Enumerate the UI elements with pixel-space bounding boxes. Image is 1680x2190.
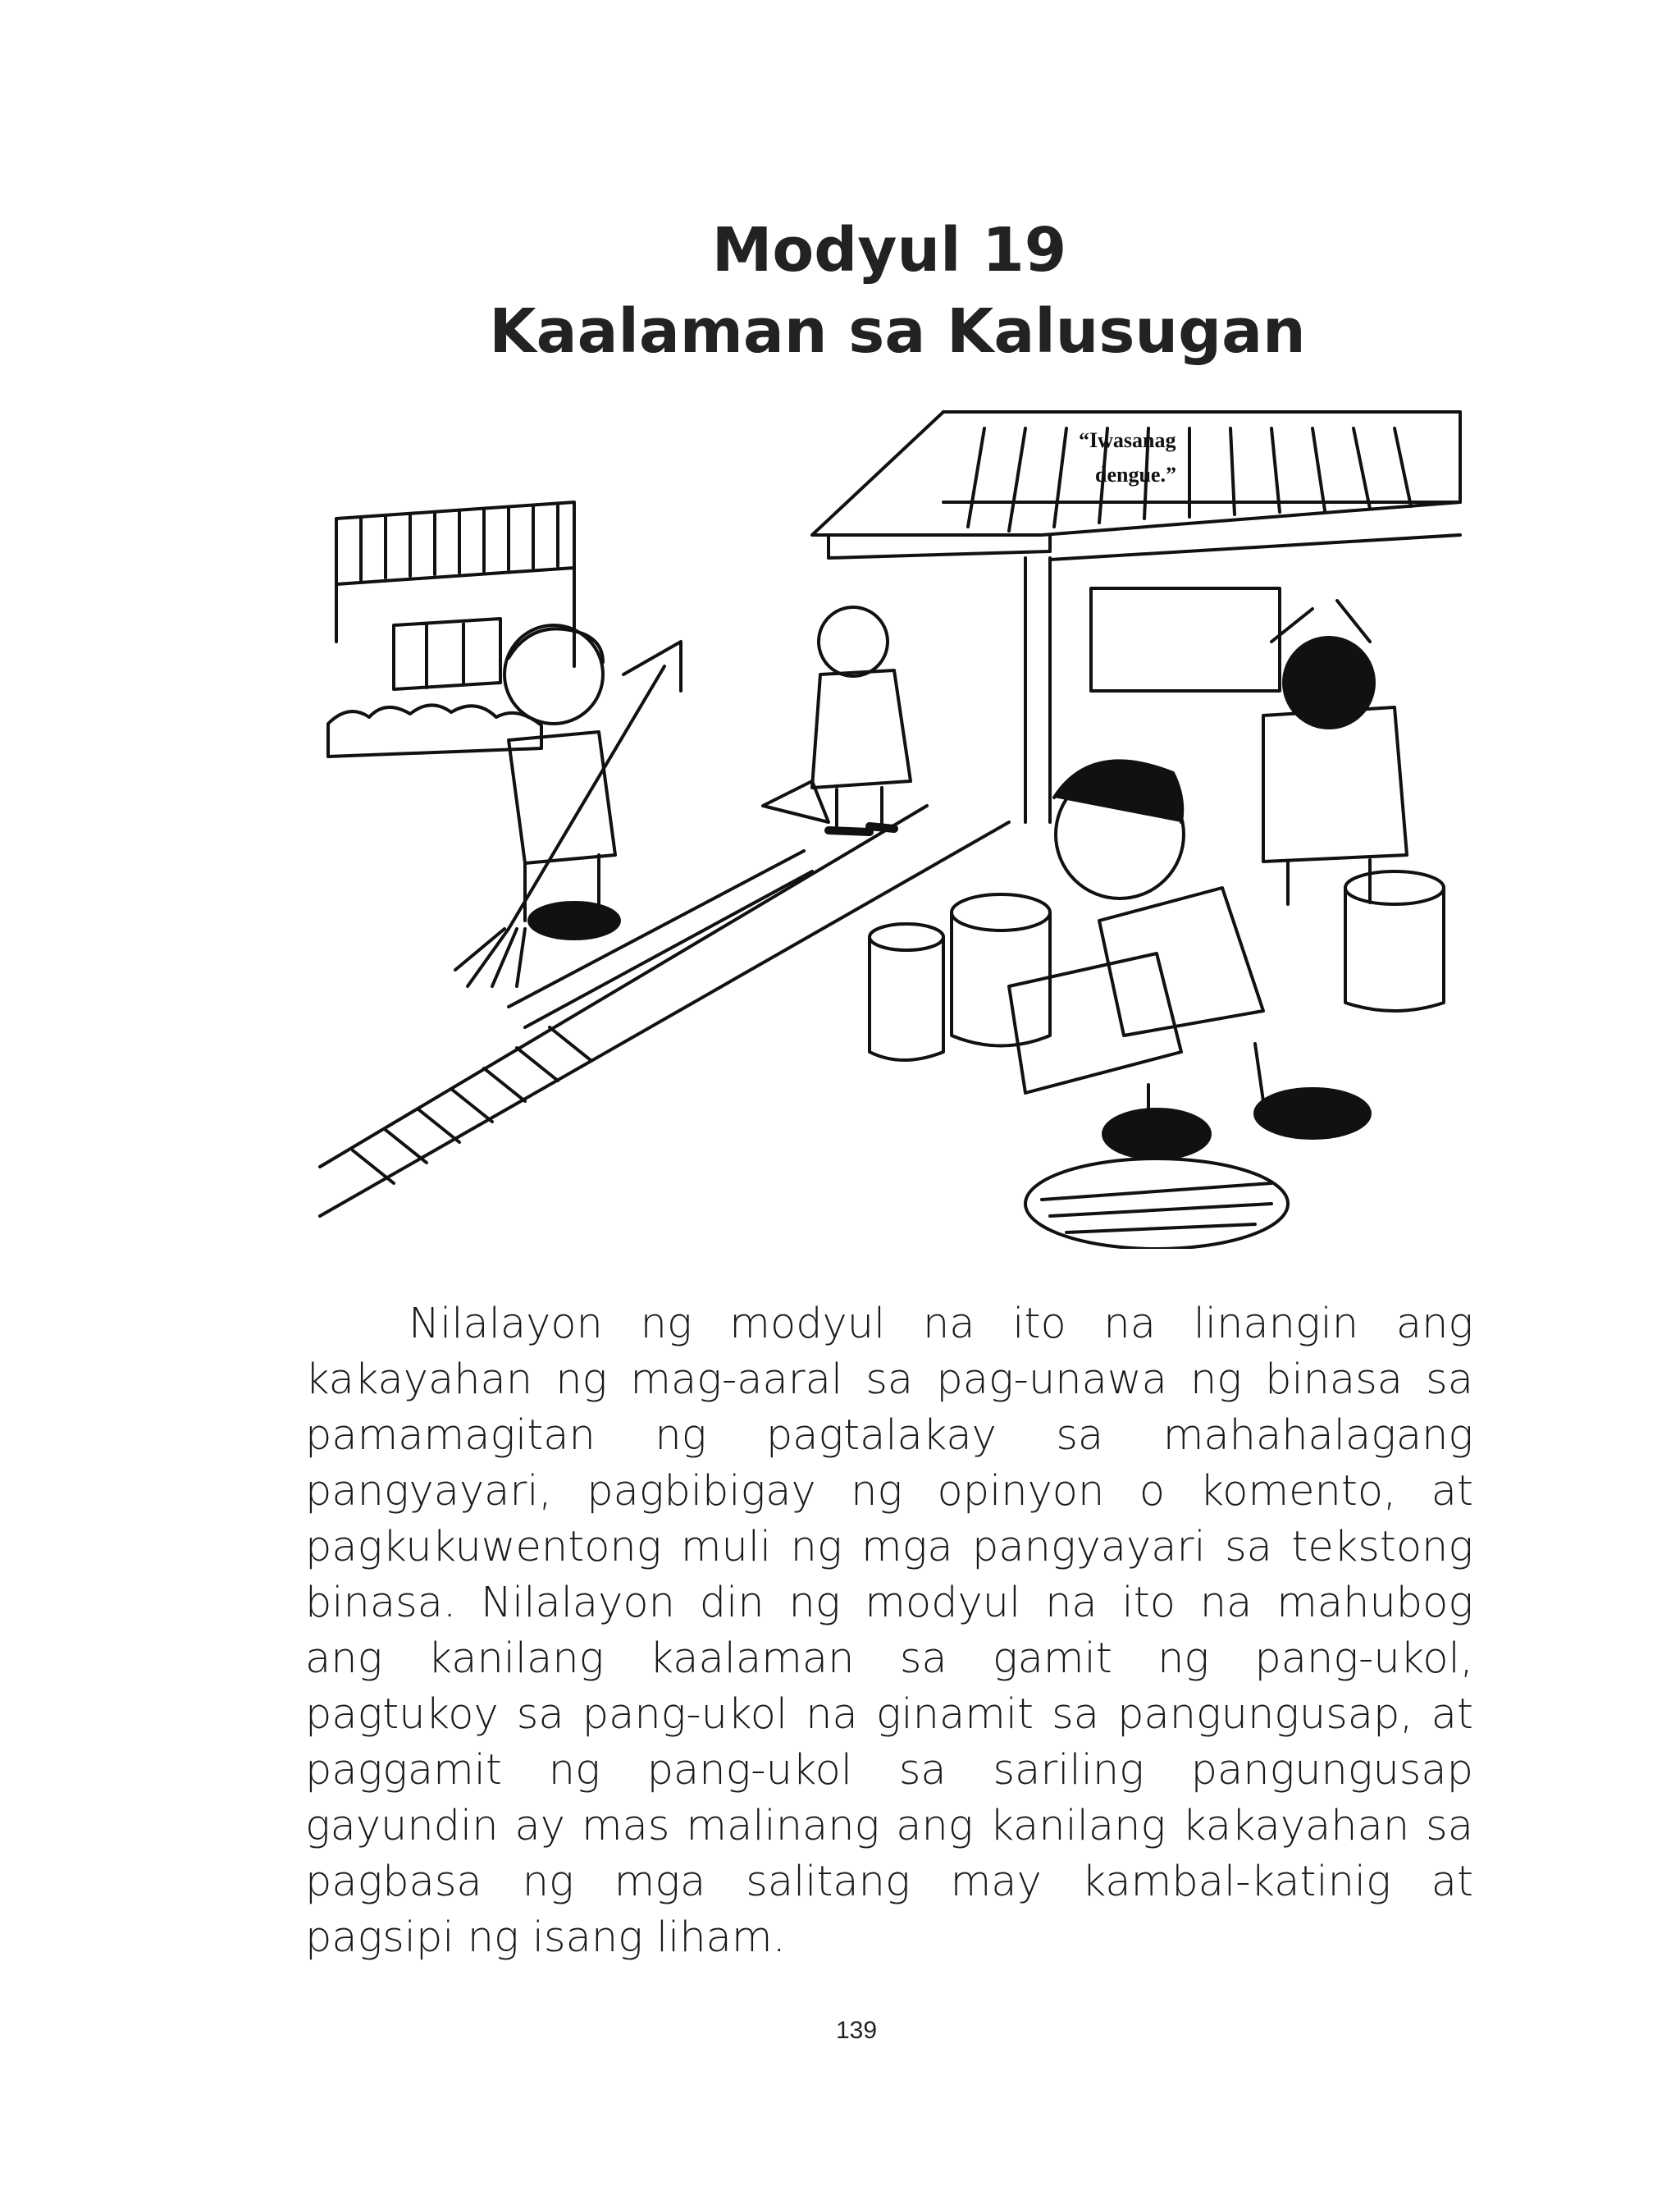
page-number: 139 — [835, 2017, 878, 2044]
module-number-heading: Modyul 19 — [711, 215, 1067, 286]
boy-pouring-drawing — [1009, 761, 1370, 1249]
sign-text-line1: “Iwasanag — [1079, 428, 1176, 452]
drums-drawing — [870, 871, 1444, 1060]
girl-posting-sign-drawing — [1263, 601, 1407, 904]
sign-text-line2: dengue.” — [1095, 463, 1176, 487]
module-objective-paragraph: Nilalayon ng modyul na ito na linangin ang kakayahan ng mag-aaral sa pag-unawa ng binasa sa pamamagitan ng pagtalakay sa mahahalagang pangyayari, pagbibigay ng opinyon o komento, at pagkukuwentong muli ng mga pangyayari sa tekstong binasa. Nilalayon din ng modyul na ito na mahubog ang kanilang kaalaman sa gamit ng pang-ukol, pagtukoy sa pang-ukol na ginamit sa pangungusap, at paggamit ng pang-ukol sa sariling pangungusap gayundin ay mas malinang ang kanilang kakayahan sa pagbasa ng mga salitang may kambal-katinig at pagsipi ng isang liham. — [305, 1300, 1473, 1962]
module-title-heading: Kaalaman sa Kalusugan — [489, 296, 1306, 367]
sidewalk-drawing — [320, 806, 1009, 1216]
cleanup-drive-illustration — [304, 395, 1468, 1249]
girl-dustpan-drawing — [763, 607, 911, 832]
